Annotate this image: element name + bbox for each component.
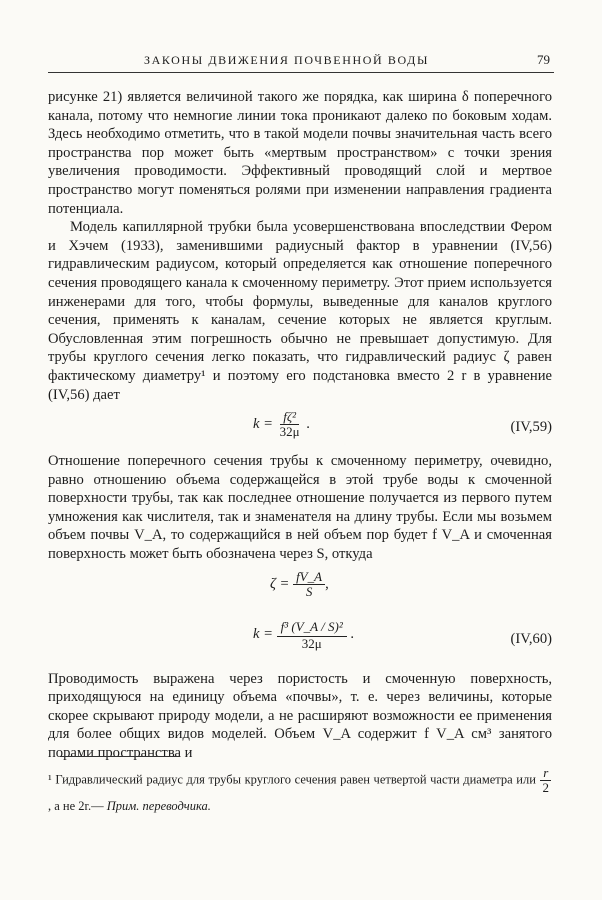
footnote-text: ¹ Гидравлический радиус для трубы круглого сечения равен четвертой части диаметра или xyxy=(48,772,536,787)
eq59-numerator: fζ² xyxy=(280,410,299,425)
zeta-numerator: fV_A xyxy=(293,570,325,585)
main-text xyxy=(48,88,552,763)
footnote-fraction xyxy=(540,766,553,795)
footnote-frac-num: r xyxy=(540,766,551,781)
zeta-fraction xyxy=(293,570,325,599)
eq59-lhs: k = xyxy=(253,416,273,433)
eq60-fraction xyxy=(277,618,347,651)
footnote-rule xyxy=(60,756,180,757)
footnote-tail: , а не 2r.— xyxy=(48,799,104,813)
equation-iv59: k = $\frac{\text{fζ²}}{32\mu}$ . (IV,59) xyxy=(253,409,552,440)
paragraph-3: Отношение поперечного сечения трубы к смоченному периметру, очевидно, равно отношению объема содержащейся в этой трубе воды к смоченной поверхности трубы, так как последнее отношение получается из первого путем умножения как числителя, так и знаменателя на длину трубы. Если мы возьмем объем почвы V_A, то содержащийся в ней объем пор будет f V_A и смоченная поверхность может быть обозначена через S, откуда xyxy=(48,453,552,563)
eq60-numerator: f³ (V_A / S)² xyxy=(277,618,347,637)
paragraph-4: Проводимость выражена через пористость и смоченную поверхность, приходящуюся на единицу объема «почвы», т. е. через величины, которые скорее скрывают природу модели, а не расширяют возможности ее применения для более общих видов моделей. Объем V_A содержит f V_A см³ занятого порами пространства и xyxy=(48,670,552,762)
eq60-lhs: k = xyxy=(253,625,273,642)
page-number: 79 xyxy=(537,52,550,67)
eq60-denominator: 32μ xyxy=(301,635,322,651)
running-header xyxy=(48,50,554,73)
zeta-tail: , xyxy=(325,575,329,592)
zeta-denominator: S xyxy=(305,583,313,599)
eq59-denominator: 32μ xyxy=(279,424,300,440)
footnote-translator-note: Прим. переводчика. xyxy=(106,799,211,813)
eq60-label: (IV,60) xyxy=(510,630,552,647)
paragraph-2: Модель капиллярной трубки была усовершенствована впоследствии Фером и Хэчем (1933), заменившими радиусный фактор в уравнении (IV,56) гидравлическим радиусом, который определяется как отношение поперечного сечения проводящего канала к смоченному периметру. Этот прием используется инженерами для того, чтобы формулы, выведенные для каналов круглого сечения, применять к каналам, сечение которых не является круглым. Обусловленная этим погрешность обычно не превышает допустимую. Для трубы круглого сечения легко показать, что гидравлический радиус ζ равен фактическому диаметру¹ и поэтому его подстановка вместо 2 r в уравнение (IV,56) дает xyxy=(48,219,552,403)
footnote xyxy=(48,766,552,817)
paragraph-1: рисунке 21) является величиной такого же порядка, как ширина δ поперечного канала, потому что немногие линии тока проникают далеко по боковым ходам. Здесь необходимо отметить, что в такой модели почвы значительная часть всего пространства пор может быть «мертвым пространством» с точки зрения увеличения проводимости. Эффективный проводящий слой и мертвое пространство могут поменяться ролями при изменении направления градиента потенциала. xyxy=(48,89,552,217)
footnote-frac-den: 2 xyxy=(542,780,550,795)
zeta-lhs: ζ = xyxy=(270,575,290,592)
eq59-fraction xyxy=(277,410,303,439)
eq59-label: (IV,59) xyxy=(510,419,552,436)
equation-zeta xyxy=(48,566,552,610)
equation-iv60: k = $\frac{\text{f³ (V\_A / S)²}}{32\mu}$ . (IV,60) xyxy=(253,618,552,651)
chapter-title: ЗАКОНЫ ДВИЖЕНИЯ ПОЧВЕННОЙ ВОДЫ xyxy=(144,53,430,67)
